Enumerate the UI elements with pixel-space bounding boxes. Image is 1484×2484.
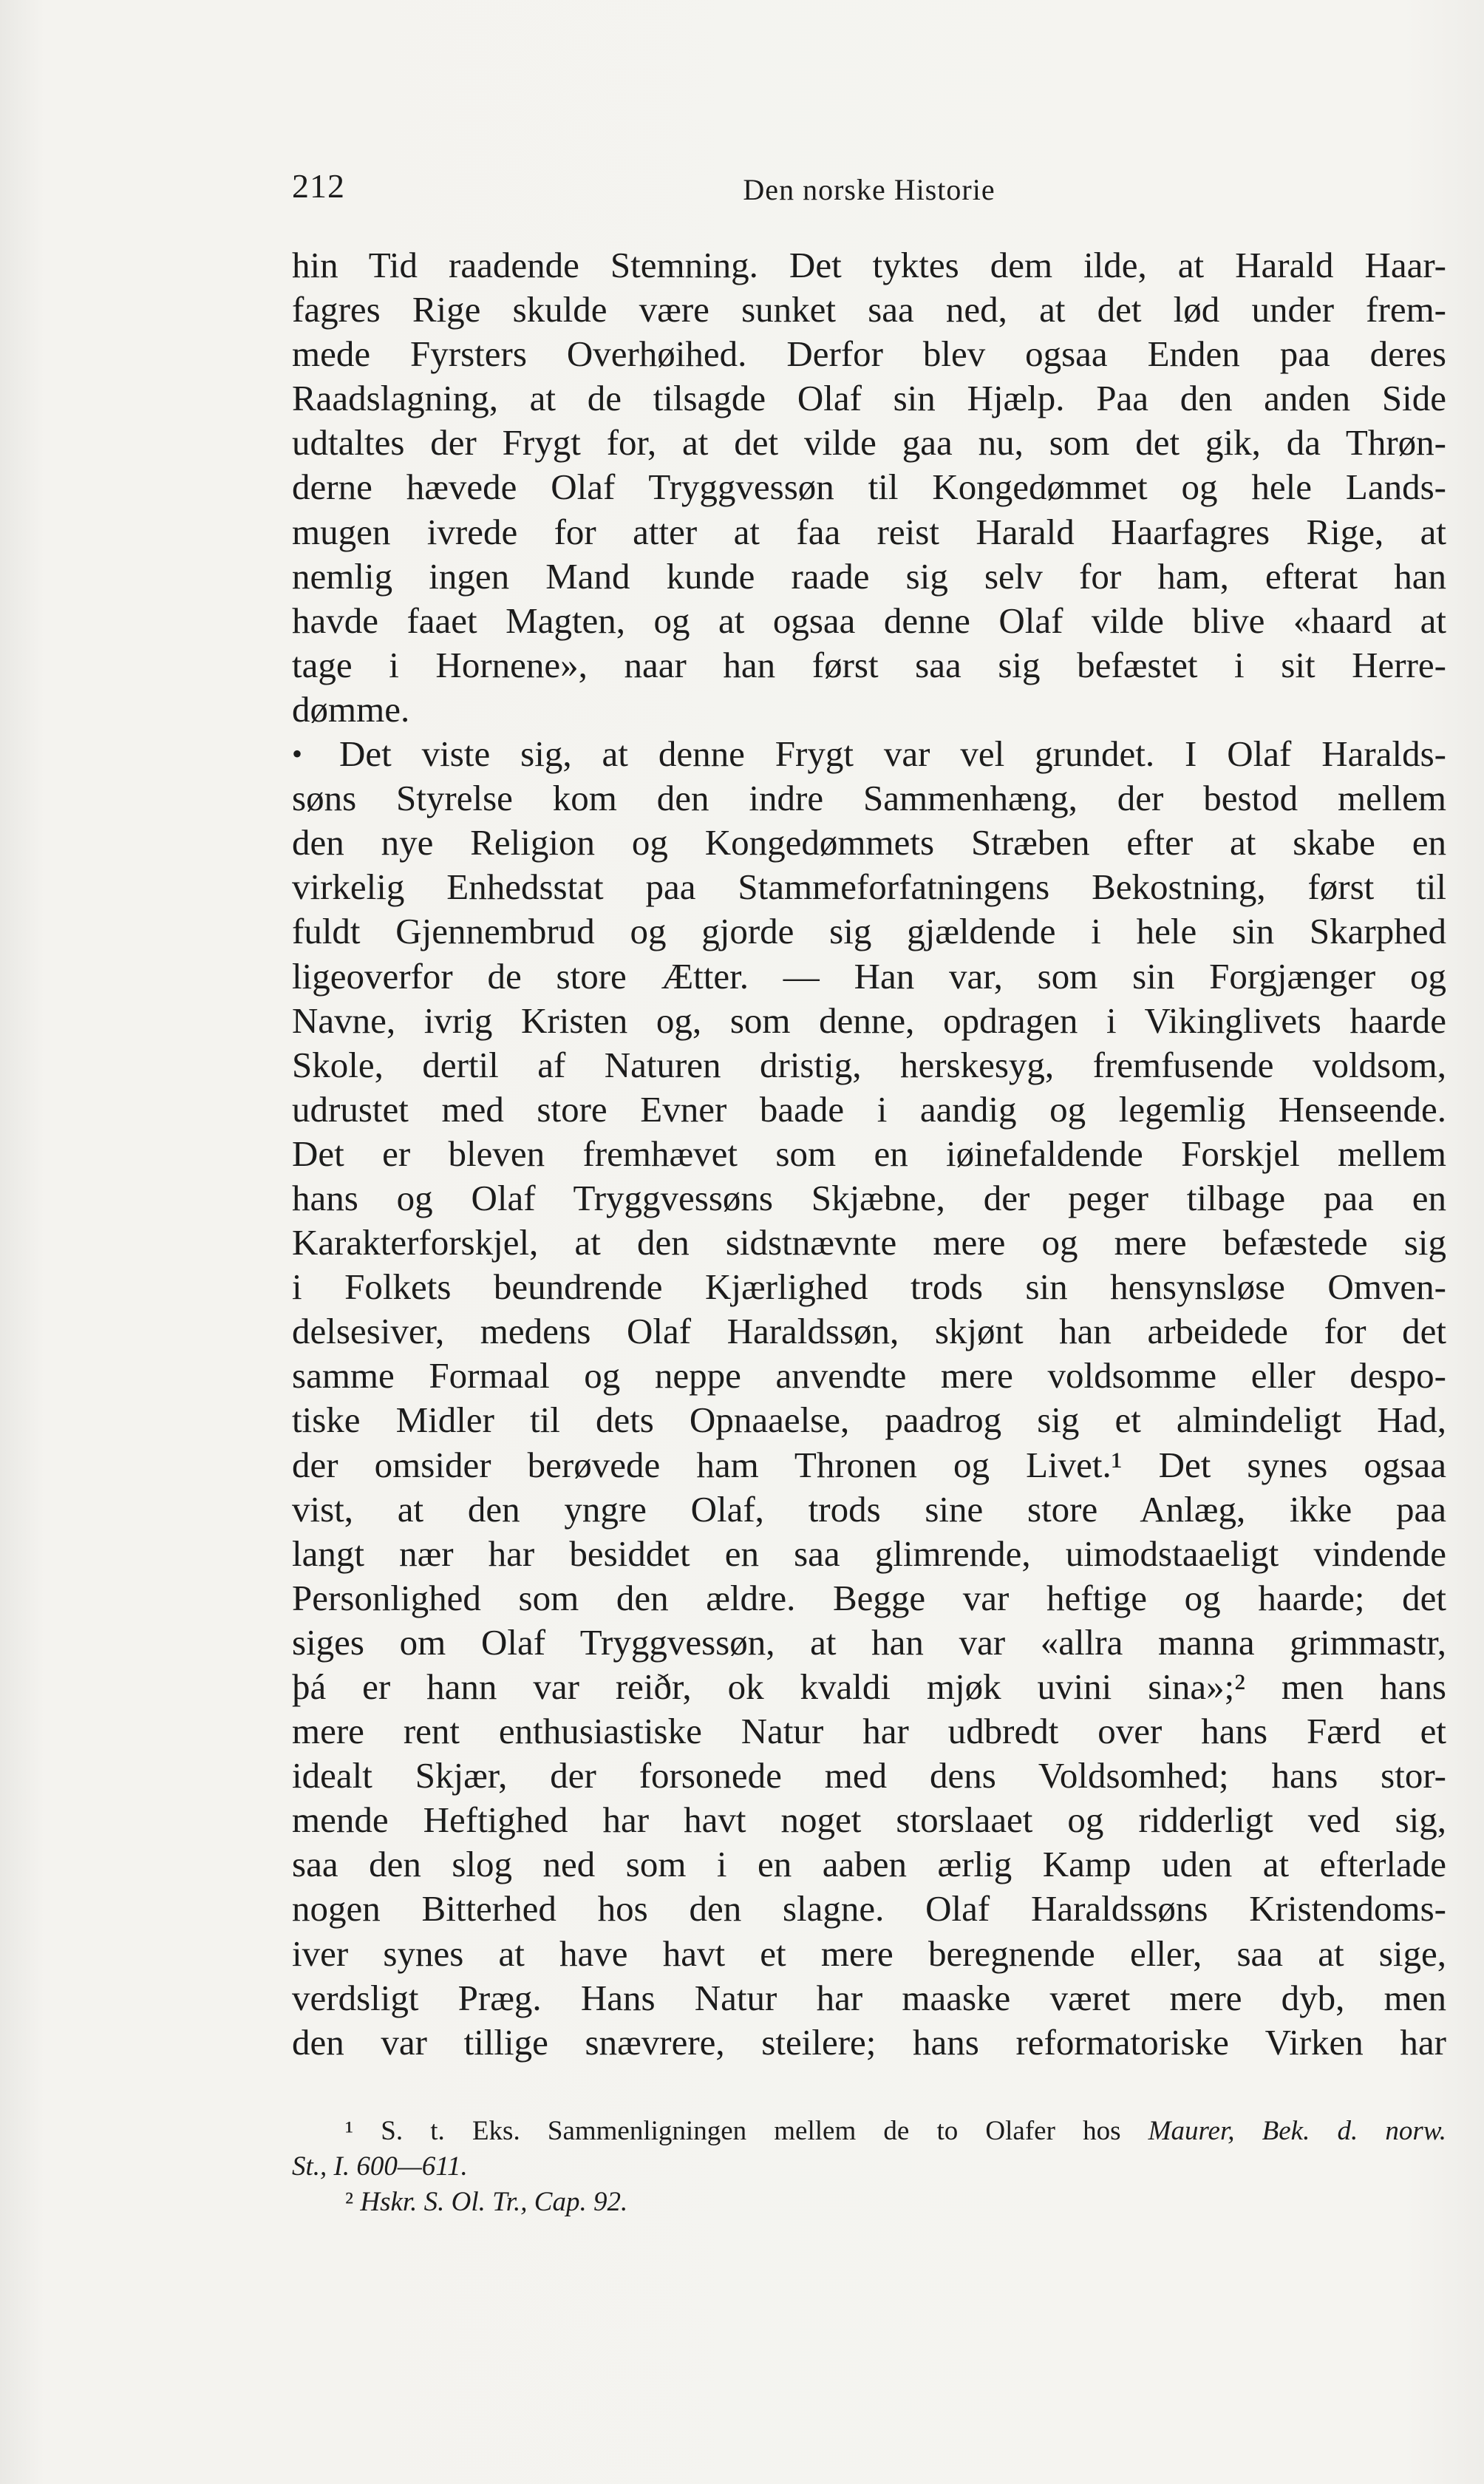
text-line: vist, at den yngre Olaf, trods sine store Anlæg, ikke paa bbox=[292, 1488, 1446, 1530]
text-line: dømme. bbox=[292, 688, 410, 730]
text-line: Skole, dertil af Naturen dristig, herskesyg, fremfusende voldsom, bbox=[292, 1044, 1446, 1085]
text-line: søns Styrelse kom den indre Sammenhæng, der bestod mellem bbox=[292, 778, 1446, 819]
text-line: samme Formaal og neppe anvendte mere voldsomme eller despo- bbox=[292, 1355, 1446, 1397]
body-text bbox=[292, 243, 1446, 2065]
text-line: fuldt Gjennembrud og gjorde sig gjældende i hele sin Skarphed bbox=[292, 911, 1446, 952]
text-line: ligeoverfor de store Ætter. — Han var, som sin Forgjænger og bbox=[292, 955, 1446, 997]
text-line: Navne, ivrig Kristen og, som denne, opdragen i Vikinglivets haarde bbox=[292, 1000, 1446, 1041]
text-line: den nye Religion og Kongedømmets Stræben efter at skabe en bbox=[292, 822, 1446, 863]
page-header bbox=[292, 159, 1446, 211]
text-line: delsesiver, medens Olaf Haraldssøn, skjønt han arbeidede for det bbox=[292, 1311, 1446, 1352]
paragraph-start-line bbox=[292, 732, 1446, 776]
text-line: tage i Hornene», naar han først saa sig befæstet i sit Herre- bbox=[292, 644, 1446, 685]
footnote-1 bbox=[292, 2114, 1446, 2149]
text-line: virkelig Enhedsstat paa Stammeforfatningens Bekostning, først til bbox=[292, 866, 1446, 908]
footnote-marker: ² bbox=[345, 2186, 354, 2217]
text-line: mere rent enthusiastiske Natur har udbredt over hans Færd et bbox=[292, 1711, 1446, 1752]
text-line: der omsider berøvede ham Thronen og Livet.¹ Det synes ogsaa bbox=[292, 1444, 1446, 1485]
text-line: langt nær har besiddet en saa glimrende, uimodstaaeligt vindende bbox=[292, 1533, 1446, 1574]
text-line: Karakterforskjel, at den sidstnævnte mere og mere befæstede sig bbox=[292, 1222, 1446, 1263]
footnote-marker: ¹ bbox=[345, 2115, 354, 2146]
text-line: derne hævede Olaf Tryggvessøn til Kongedømmet og hele Lands- bbox=[292, 466, 1446, 508]
footnote-author: Maurer, Bek. d. norw. bbox=[1148, 2115, 1447, 2146]
text-line: Det viste sig, at denne Frygt var vel grundet. I Olaf Haralds- bbox=[339, 733, 1446, 775]
text-line: Det er bleven fremhævet som en iøinefaldende Forskjel mellem bbox=[292, 1133, 1446, 1174]
text-line: hin Tid raadende Stemning. Det tyktes dem ilde, at Harald Haar- bbox=[292, 245, 1446, 285]
text-line: i Folkets beundrende Kjærlighed trods sin hensynsløse Omven- bbox=[292, 1266, 1446, 1308]
text-line: idealt Skjær, der forsonede med dens Voldsomhed; hans stor- bbox=[292, 1755, 1446, 1796]
text-line: mende Heftighed har havt noget storslaaet og ridderligt ved sig, bbox=[292, 1799, 1446, 1841]
page-number: 212 bbox=[292, 167, 345, 205]
text-line: fagres Rige skulde være sunket saa ned, at det lød under frem- bbox=[292, 289, 1446, 330]
running-title: Den norske Historie bbox=[743, 173, 995, 206]
text-line: hans og Olaf Tryggvessøns Skjæbne, der peger tilbage paa en bbox=[292, 1177, 1446, 1218]
text-line: siges om Olaf Tryggvessøn, at han var «allra manna grimmastr, bbox=[292, 1621, 1446, 1663]
paragraph-mark: • bbox=[292, 737, 303, 771]
text-line: saa den slog ned som i en aaben ærlig Kamp uden at efterlade bbox=[292, 1844, 1446, 1885]
text-line: den var tillige snævrere, steilere; hans reformatoriske Virken har bbox=[292, 2021, 1446, 2063]
footnotes bbox=[292, 2114, 1446, 2220]
text-line: þá er hann var reiðr, ok kvaldi mjøk uvini sina»;² men hans bbox=[292, 1666, 1446, 1707]
text-line: nogen Bitterhed hos den slagne. Olaf Haraldssøns Kristendoms- bbox=[292, 1888, 1446, 1930]
text-line: havde faaet Magten, og at ogsaa denne Olaf vilde blive «haard at bbox=[292, 600, 1446, 641]
text-line: mede Fyrsters Overhøihed. Derfor blev ogsaa Enden paa deres bbox=[292, 333, 1446, 375]
text-line: tiske Midler til dets Opnaaelse, paadrog sig et almindeligt Had, bbox=[292, 1399, 1446, 1441]
text-line: mugen ivrede for atter at faa reist Harald Haarfagres Rige, at bbox=[292, 511, 1446, 552]
footnote-text: S. t. Eks. Sammenligningen mellem de to Olafer hos bbox=[381, 2115, 1121, 2146]
text-line: iver synes at have havt et mere beregnende eller, saa at sige, bbox=[292, 1932, 1446, 1974]
text-line: udtaltes der Frygt for, at det vilde gaa nu, som det gik, da Thrøn- bbox=[292, 422, 1446, 464]
text-line: Personlighed som den ældre. Begge var heftige og haarde; det bbox=[292, 1577, 1446, 1618]
footnote-2 bbox=[292, 2185, 1446, 2220]
footnote-1-continued: St., I. 600—611. bbox=[292, 2151, 468, 2182]
text-line: verdsligt Præg. Hans Natur har maaske været mere dyb, men bbox=[292, 1977, 1446, 2018]
footnote-text: Hskr. S. Ol. Tr., Cap. 92. bbox=[360, 2186, 628, 2217]
text-line: nemlig ingen Mand kunde raade sig selv for ham, efterat han bbox=[292, 555, 1446, 597]
text-line: udrustet med store Evner baade i aandig og legemlig Henseende. bbox=[292, 1088, 1446, 1130]
text-line: Raadslagning, at de tilsagde Olaf sin Hjælp. Paa den anden Side bbox=[292, 378, 1446, 419]
book-page bbox=[292, 159, 1446, 2220]
